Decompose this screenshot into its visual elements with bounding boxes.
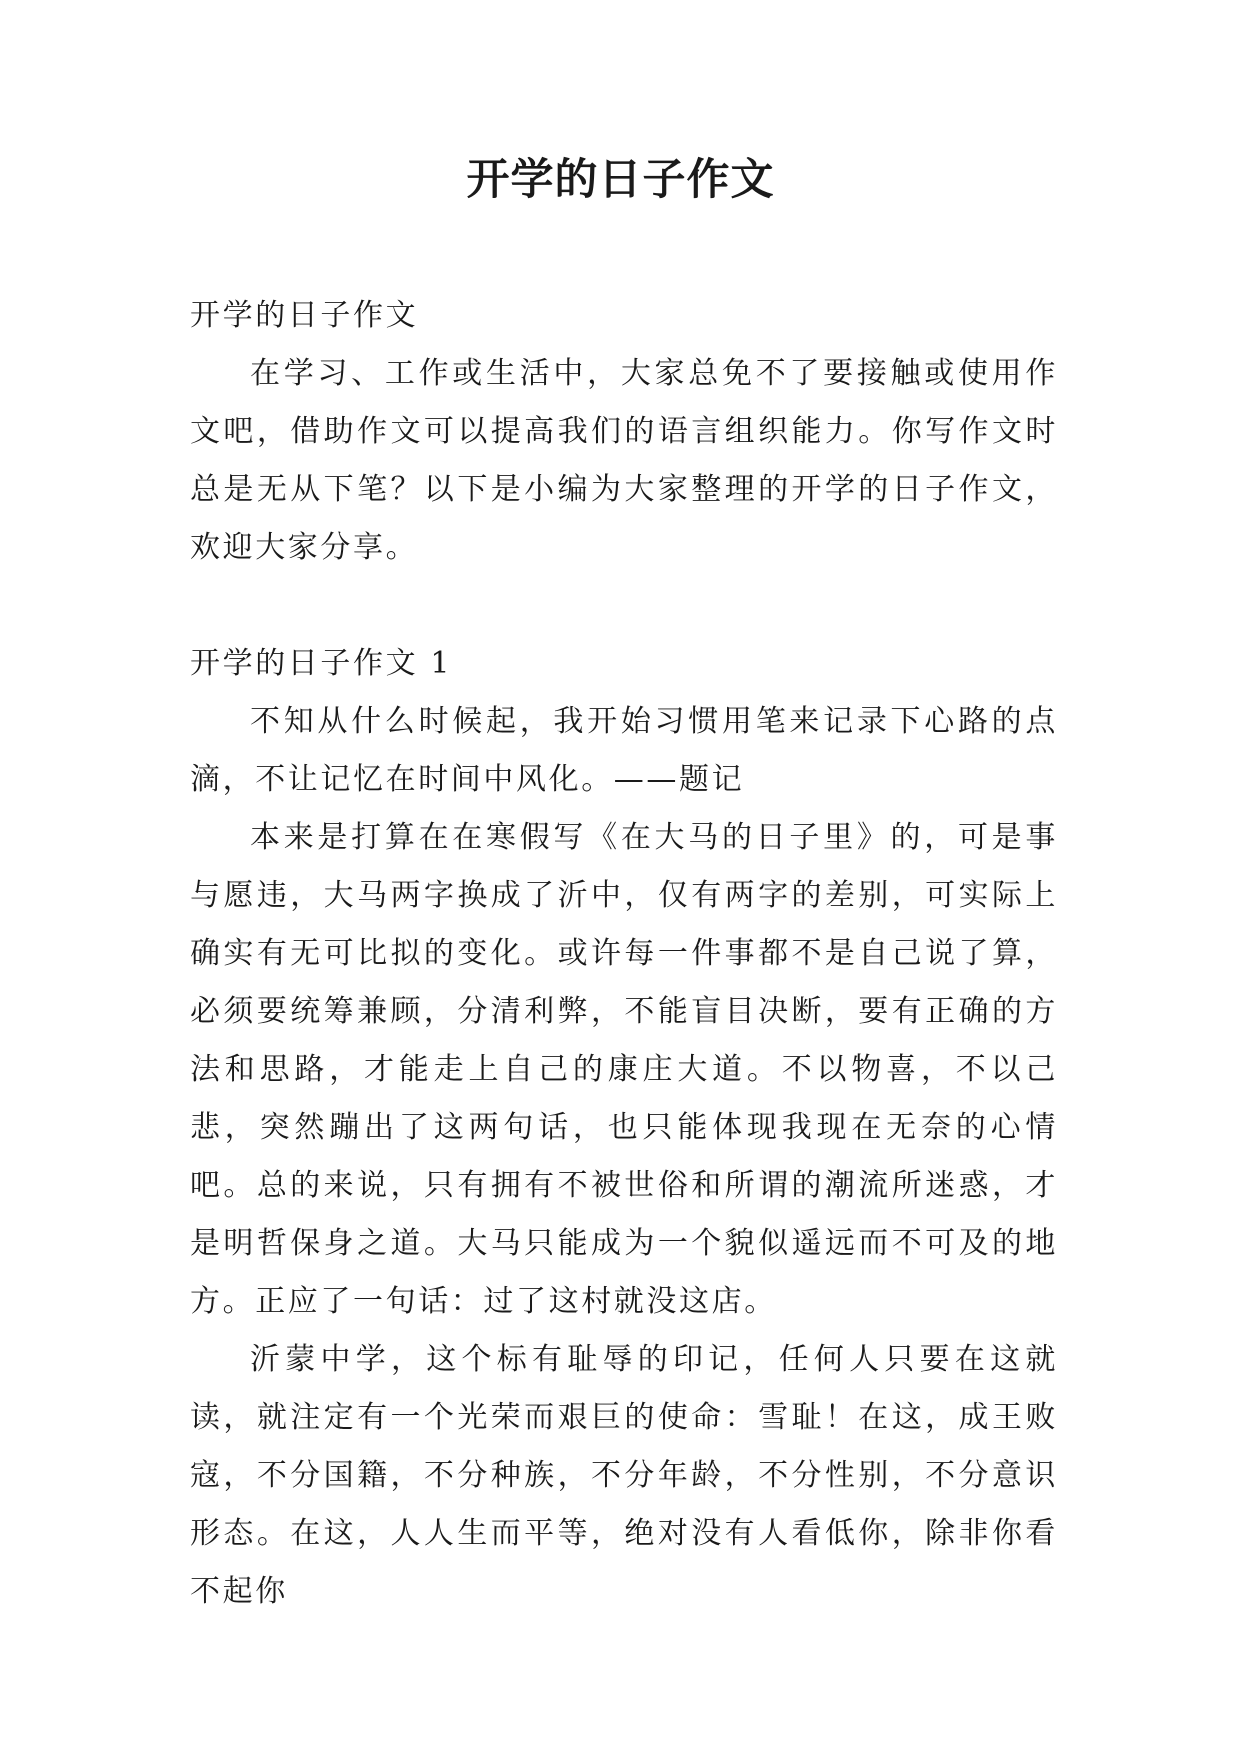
document-body [190, 287, 1058, 1621]
section1-heading: 开学的日子作文 1 [190, 646, 453, 681]
intro-paragraph: 在学习、工作或生活中，大家总免不了要接触或使用作文吧，借助作文可以提高我们的语言组织能力。你写作文时总是无从下笔？以下是小编为大家整理的开学的日子作文，欢迎大家分享。 [190, 356, 1058, 565]
section1-paragraph-2: 本来是打算在在寒假写《在大马的日子里》的，可是事与愿违，大马两字换成了沂中，仅有两字的差别，可实际上确实有无可比拟的变化。或许每一件事都不是自己说了算，必须要统筹兼顾，分清利弊，不能盲目决断，要有正确的方法和思路，才能走上自己的康庄大道。不以物喜，不以己悲，突然蹦出了这两句话，也只能体现我现在无奈的心情吧。总的来说，只有拥有不被世俗和所谓的潮流所迷惑，才是明哲保身之道。大马只能成为一个貌似遥远而不可及的地方。正应了一句话：过了这村就没这店。 [190, 820, 1058, 1319]
intro-heading: 开学的日子作文 [190, 298, 419, 333]
section-spacer [190, 577, 1058, 635]
section1-paragraph-1: 不知从什么时候起，我开始习惯用笔来记录下心路的点滴，不让记忆在时间中风化。——题记 [190, 704, 1058, 797]
document-title: 开学的日子作文 [466, 155, 775, 205]
section1-paragraph-3: 沂蒙中学，这个标有耻辱的印记，任何人只要在这就读，就注定有一个光荣而艰巨的使命：雪耻！在这，成王败寇，不分国籍，不分种族，不分年龄，不分性别，不分意识形态。在这，人人生而平等，绝对没有人看低你，除非你看不起你 [190, 1342, 1058, 1609]
